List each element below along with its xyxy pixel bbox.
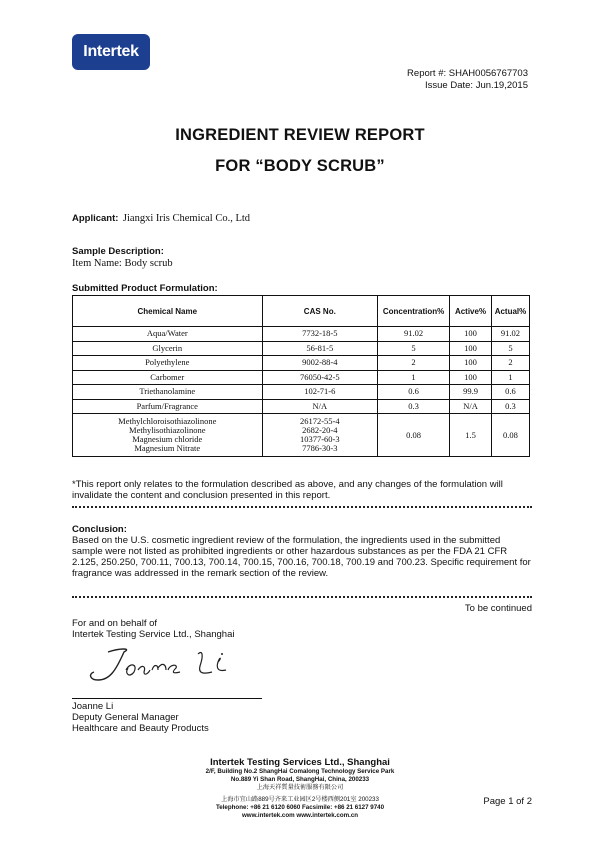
sample-description-label: Sample Description: [72, 246, 164, 257]
active-cell: 1.5 [450, 414, 492, 457]
actual-cell: 91.02 [491, 327, 529, 342]
concentration-cell: 1 [378, 370, 450, 385]
signer-block [72, 701, 209, 734]
behalf-line1: For and on behalf of [72, 618, 158, 629]
on-behalf-of [72, 618, 234, 640]
actual-cell: 0.3 [491, 399, 529, 414]
signer-name: Joanne Li [72, 701, 114, 712]
cas-number: 10377-60-3 [299, 434, 340, 444]
concentration-cell: 5 [378, 341, 450, 356]
footer-chinese-name: 上海天祥質量技術服務有限公司 [256, 784, 344, 791]
chemical-name-cell [73, 370, 263, 385]
column-header: Active% [450, 296, 492, 327]
chemical-name-cell [73, 399, 263, 414]
conclusion-label: Conclusion: [72, 524, 127, 535]
chemical-name: Methylchloroisothiazolinone [118, 416, 217, 426]
concentration-cell: 2 [378, 356, 450, 371]
chemical-name: Carbomer [150, 371, 185, 382]
column-header: Actual% [491, 296, 529, 327]
cas-number-cell [262, 385, 378, 400]
active-cell: 100 [450, 370, 492, 385]
active-cell: N/A [450, 399, 492, 414]
cas-number: 56-81-5 [306, 342, 334, 353]
column-header: Chemical Name [73, 296, 263, 327]
footer-phone: Telephone: +86 21 6120 6060 Facsimile: +86 21 6127 9740 [215, 804, 385, 811]
actual-cell: 0.08 [491, 414, 529, 457]
signer-department: Healthcare and Beauty Products [72, 723, 209, 734]
cas-number: 7786-30-3 [302, 443, 338, 453]
table-row [73, 341, 530, 356]
formulation-table [72, 295, 530, 457]
page-number: Page 1 of 2 [483, 796, 532, 807]
chemical-name: Polyethylene [145, 357, 190, 368]
actual-cell: 0.6 [491, 385, 529, 400]
cas-number: 102-71-6 [304, 386, 336, 397]
disclaimer-note: *This report only relates to the formulation described as above, and any changes of the formulation will invalidate the content and conclusion presented in this report. [72, 479, 503, 501]
table-header-row [73, 296, 530, 327]
intertek-logo: Intertek [72, 34, 150, 70]
chemical-name-cell [73, 414, 263, 457]
active-cell: 100 [450, 341, 492, 356]
chemical-name: Magnesium Nitrate [134, 443, 201, 453]
table-row [73, 399, 530, 414]
conclusion-text: Based on the U.S. cosmetic ingredient review of the formulation, the ingredients used in the submitted sample were not listed as prohibited ingredients or other hazardous substances as per the FDA 21 CFR 2.125, 250.250, 700.11, 700.13, 700.14, 700.15, 700.16, 700.18, 700.19 and 700.23. Specific requirement for fragrance was addressed in the remark section of the review. [72, 535, 531, 579]
applicant [72, 208, 250, 226]
separator-line [72, 596, 532, 598]
chemical-name: Glycerin [152, 342, 183, 353]
chemical-name-cell [73, 385, 263, 400]
issue-date: Issue Date: Jun.19,2015 [425, 80, 528, 91]
active-cell: 100 [450, 327, 492, 342]
active-cell: 100 [450, 356, 492, 371]
actual-cell: 5 [491, 341, 529, 356]
table-row [73, 385, 530, 400]
actual-cell: 2 [491, 356, 529, 371]
behalf-line2: Intertek Testing Service Ltd., Shanghai [72, 629, 235, 640]
chemical-name-cell [73, 327, 263, 342]
cas-number: 7732-18-5 [302, 328, 338, 339]
cas-number: 76050-42-5 [299, 371, 340, 382]
table-row [73, 327, 530, 342]
applicant-value: Jiangxi Iris Chemical Co., Ltd [122, 213, 251, 224]
report-title-line2: FOR “BODY SCRUB” [215, 157, 385, 175]
handwritten-signature [80, 640, 250, 690]
chemical-name: Aqua/Water [146, 328, 188, 339]
column-header: Concentration% [378, 296, 450, 327]
concentration-cell: 91.02 [378, 327, 450, 342]
cas-number-cell [262, 327, 378, 342]
concentration-cell: 0.6 [378, 385, 450, 400]
chemical-name: Parfum/Fragrance [136, 400, 198, 411]
footer-address2: No.889 Yi Shan Road, ShangHai, China, 200233 [230, 776, 370, 783]
column-header: CAS No. [262, 296, 378, 327]
footer-address: 2/F, Building No.2 ShangHai Comalong Technology Service Park [205, 768, 395, 775]
footer-web: www.intertek.com www.intertek.com.cn [241, 812, 359, 819]
cas-number: 2682-20-4 [302, 425, 338, 435]
applicant-label: Applicant: [72, 213, 119, 224]
actual-cell: 1 [491, 370, 529, 385]
cas-number-cell [262, 341, 378, 356]
to-be-continued: To be continued [464, 603, 532, 614]
formulation-label: Submitted Product Formulation: [72, 283, 218, 294]
cas-number-cell [262, 370, 378, 385]
report-title-line1: INGREDIENT REVIEW REPORT [175, 126, 425, 144]
sample-description [72, 246, 173, 270]
footer-company: Intertek Testing Services Ltd., Shanghai [210, 757, 390, 768]
chemical-name: Triethanolamine [139, 386, 196, 397]
separator-line [72, 506, 532, 508]
conclusion [72, 524, 532, 579]
chemical-name-cell [73, 356, 263, 371]
cas-number: N/A [312, 400, 328, 411]
chemical-name-cell [73, 341, 263, 356]
sample-item-name: Item Name: Body scrub [72, 258, 173, 269]
page-footer [0, 757, 600, 820]
footer-chinese-address: 上海市宜山路889号齐来工业园区2号楼西侧201室 200233 [221, 796, 379, 803]
cas-number: 26172-55-4 [299, 416, 340, 426]
cas-number-cell [262, 399, 378, 414]
cas-number: 9002-88-4 [302, 357, 338, 368]
report-number: Report #: SHAH0056767703 [407, 68, 528, 79]
concentration-cell: 0.08 [378, 414, 450, 457]
cas-number-cell [262, 414, 378, 457]
table-body [73, 327, 530, 457]
table-row [73, 414, 530, 457]
signer-title: Deputy General Manager [72, 712, 179, 723]
cas-number-cell [262, 356, 378, 371]
concentration-cell: 0.3 [378, 399, 450, 414]
table-row [73, 356, 530, 371]
active-cell: 99.9 [450, 385, 492, 400]
chemical-name: Methylisothiazolinone [129, 425, 206, 435]
chemical-name: Magnesium chloride [132, 434, 203, 444]
report-meta [407, 68, 528, 92]
table-row [73, 370, 530, 385]
signature-line [72, 698, 262, 699]
